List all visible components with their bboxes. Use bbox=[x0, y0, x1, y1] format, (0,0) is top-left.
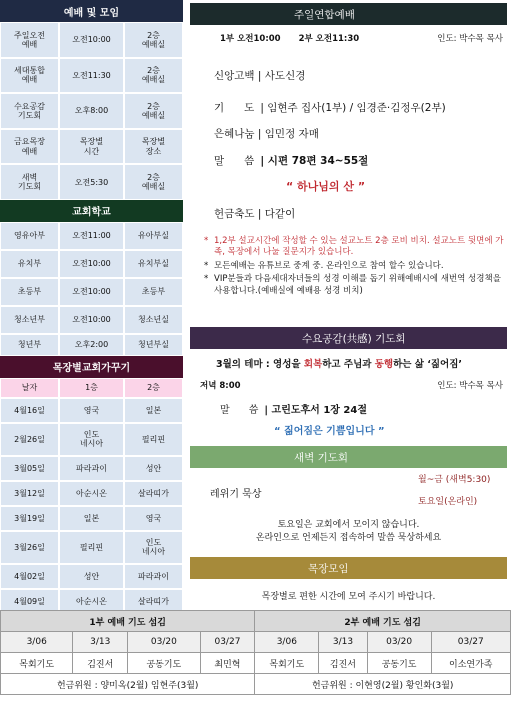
dawn-saturday: 토요일(온라인) bbox=[418, 497, 478, 507]
school-dept: 청년부 bbox=[0, 334, 59, 356]
dawn-note: 토요일은 교회에서 모이지 않습니다. 온라인으로 언제든지 접속하여 말씀 묵상하세요 bbox=[255, 520, 442, 544]
school-time: 오전11:00 bbox=[59, 222, 124, 250]
tour-floor1: 일본 bbox=[59, 506, 124, 531]
tour-floor2: 살라띠가 bbox=[124, 481, 183, 506]
school-time: 오전10:00 bbox=[59, 278, 124, 306]
confession-line: 신앙고백 | 사도신경 bbox=[214, 70, 306, 82]
tour-floor1: 아순시온 bbox=[59, 589, 124, 614]
word-label: 말 씀 bbox=[214, 155, 255, 167]
offering-line: 헌금축도 | 다같이 bbox=[214, 208, 296, 220]
dawn-book: 레위기 묵상 bbox=[210, 489, 262, 500]
tour-floor1: 파라과이 bbox=[59, 456, 124, 481]
duty-name: 공동기도 bbox=[367, 653, 431, 674]
tour-column-headers bbox=[0, 378, 183, 398]
worship-time: 오전11:30 bbox=[59, 58, 124, 94]
school-room: 유치부실 bbox=[124, 250, 183, 278]
worship-place: 2층 예배실 bbox=[124, 58, 183, 94]
tour-date: 3월26일 bbox=[0, 531, 59, 564]
prayer-value: | 임현주 집사(1부) / 임경준·김정우(2부) bbox=[260, 102, 446, 114]
duty-date: 3/06 bbox=[255, 632, 319, 653]
worship-time: 오후8:00 bbox=[59, 93, 124, 129]
duty-name: 공동기도 bbox=[128, 653, 200, 674]
tour-date: 4월09일 bbox=[0, 589, 59, 614]
dawn-weekday: 월~금 (새벽5:30) bbox=[418, 475, 491, 485]
second-offering-committee: 헌금위원 : 이현영(2월) 황인화(3월) bbox=[255, 674, 511, 695]
worship-name: 금요목장 예배 bbox=[0, 129, 59, 165]
tour-date: 3월12일 bbox=[0, 481, 59, 506]
worship-name: 주일오전 예배 bbox=[0, 22, 59, 58]
school-dept: 초등부 bbox=[0, 278, 59, 306]
tour-floor2: 성안 bbox=[124, 456, 183, 481]
school-header: 교회학교 bbox=[0, 200, 183, 222]
duty-name: 목회기도 bbox=[255, 653, 319, 674]
worship-time: 목장별 시간 bbox=[59, 129, 124, 165]
worship-time: 오전10:00 bbox=[59, 22, 124, 58]
grace-line: 은혜나눔 | 임민정 자매 bbox=[214, 128, 319, 140]
duty-date: 03/27 bbox=[200, 632, 255, 653]
tour-floor2: 인도 네시아 bbox=[124, 531, 183, 564]
note-item: * VIP분들과 다음세대자녀들의 성경 이해를 돕기 위해예배시에 새번역 성경책을 사용합니다.(예배실에 예배용 성경 비치) bbox=[204, 274, 501, 296]
tour-floor2: 일본 bbox=[124, 398, 183, 423]
sunday-times bbox=[190, 32, 507, 44]
worship-name: 새벽 기도회 bbox=[0, 164, 59, 200]
tour-floor1: 인도 네시아 bbox=[59, 423, 124, 456]
school-time: 오전10:00 bbox=[59, 306, 124, 334]
bullet-icon: * bbox=[204, 274, 209, 285]
school-dept: 영유아부 bbox=[0, 222, 59, 250]
wednesday-time: 저녁 8:00 bbox=[200, 381, 241, 391]
duty-date: 03/20 bbox=[128, 632, 200, 653]
school-room: 초등부 bbox=[124, 278, 183, 306]
second-service-duty-title: 2부 예배 기도 섬김 bbox=[255, 611, 511, 632]
school-dept: 청소년부 bbox=[0, 306, 59, 334]
sunday-notes bbox=[204, 236, 506, 299]
tour-floor2: 영국 bbox=[124, 506, 183, 531]
second-service-time: 2부 오전11:30 bbox=[298, 34, 360, 44]
left-column bbox=[0, 0, 183, 614]
tour-floor1: 필리핀 bbox=[59, 531, 124, 564]
duty-date: 3/13 bbox=[73, 632, 128, 653]
word-value: | 시편 78편 34~55절 bbox=[260, 155, 369, 167]
duty-date: 03/20 bbox=[367, 632, 431, 653]
wednesday-word-value: | 고린도후서 1장 24절 bbox=[264, 405, 367, 416]
bullet-icon: * bbox=[204, 260, 209, 271]
worship-time: 오전5:30 bbox=[59, 164, 124, 200]
tour-floor1: 아순시온 bbox=[59, 481, 124, 506]
duty-date: 3/06 bbox=[1, 632, 73, 653]
worship-name: 세대통합 예배 bbox=[0, 58, 59, 94]
sunday-sermon-title: “ 하나님의 산 ” bbox=[286, 180, 366, 193]
bullet-icon: * bbox=[204, 236, 209, 246]
tour-header: 목장별교회가꾸기 bbox=[0, 356, 183, 378]
school-table bbox=[0, 222, 183, 356]
worship-name: 수요공감 기도회 bbox=[0, 93, 59, 129]
first-service-time: 1부 오전10:00 bbox=[220, 34, 281, 44]
tour-floor2: 살라띠가 bbox=[124, 589, 183, 614]
wednesday-meta bbox=[200, 379, 503, 391]
wednesday-header: 수요공감(共感) 기도회 bbox=[190, 327, 507, 349]
first-offering-committee: 헌금위원 : 양미옥(2월) 임현주(3월) bbox=[1, 674, 255, 695]
duty-name: 김진서 bbox=[319, 653, 367, 674]
duty-name: 김진서 bbox=[73, 653, 128, 674]
school-dept: 유치부 bbox=[0, 250, 59, 278]
tour-floor2: 필리핀 bbox=[124, 423, 183, 456]
duty-name: 이소연가족 bbox=[431, 653, 510, 674]
tour-date: 4월16일 bbox=[0, 398, 59, 423]
wednesday-sermon-title: “ 짊어짐은 기쁨입니다 ” bbox=[274, 426, 385, 437]
tour-date: 2월26일 bbox=[0, 423, 59, 456]
tour-col-date: 날자 bbox=[0, 378, 59, 398]
school-room: 청년부실 bbox=[124, 334, 183, 356]
school-time: 오전10:00 bbox=[59, 250, 124, 278]
duty-name: 최민혁 bbox=[200, 653, 255, 674]
wednesday-word-line bbox=[220, 401, 367, 416]
worship-table bbox=[0, 22, 183, 200]
group-note: 목장별로 편한 시간에 모여 주시기 바랍니다. bbox=[261, 592, 436, 602]
prayer-duty-table bbox=[0, 610, 511, 695]
wednesday-theme: 3월의 테마 : 영성을 회복하고 주님과 동행하는 삶 ‘짊어짐’ bbox=[216, 359, 463, 370]
tour-date: 4월02일 bbox=[0, 564, 59, 589]
sunday-header: 주일연합예배 bbox=[190, 3, 507, 25]
worship-place: 목장별 장소 bbox=[124, 129, 183, 165]
tour-date: 3월19일 bbox=[0, 506, 59, 531]
dawn-header: 새벽 기도회 bbox=[190, 446, 507, 468]
wednesday-word-label: 말 씀 bbox=[220, 405, 259, 416]
tour-floor1: 영국 bbox=[59, 398, 124, 423]
tour-col-floor1: 1층 bbox=[59, 378, 124, 398]
tour-floor2: 파라과이 bbox=[124, 564, 183, 589]
word-line bbox=[214, 153, 368, 168]
school-room: 유아부실 bbox=[124, 222, 183, 250]
tour-floor1: 성안 bbox=[59, 564, 124, 589]
duty-date: 3/13 bbox=[319, 632, 367, 653]
worship-place: 2층 예배실 bbox=[124, 164, 183, 200]
school-time: 오후2:00 bbox=[59, 334, 124, 356]
worship-header: 예배 및 모임 bbox=[0, 0, 183, 22]
worship-place: 2층 예배실 bbox=[124, 22, 183, 58]
duty-date: 03/27 bbox=[431, 632, 510, 653]
wednesday-leader: 인도: 박수목 목사 bbox=[437, 381, 503, 391]
sunday-leader: 인도: 박수목 목사 bbox=[437, 34, 503, 44]
first-service-duty-title: 1부 예배 기도 섬김 bbox=[1, 611, 255, 632]
note-item: * 모든예배는 유튜브로 중계 중. 온라인으로 참여 할수 있습니다. bbox=[204, 260, 444, 271]
group-header: 목장모임 bbox=[190, 557, 507, 579]
tour-table bbox=[0, 398, 183, 614]
duty-name: 목회기도 bbox=[1, 653, 73, 674]
tour-date: 3월05일 bbox=[0, 456, 59, 481]
worship-place: 2층 예배실 bbox=[124, 93, 183, 129]
tour-col-floor2: 2층 bbox=[124, 378, 183, 398]
prayer-label: 기 도 bbox=[214, 102, 255, 114]
school-room: 청소년실 bbox=[124, 306, 183, 334]
prayer-line bbox=[214, 100, 446, 115]
note-item: * 1,2부 설교시간에 작성할 수 있는 설교노트 2층 로비 비치. 설교노트 뒷면에 가족, 목장에서 나눌 질문지가 있습니다. bbox=[204, 236, 504, 258]
